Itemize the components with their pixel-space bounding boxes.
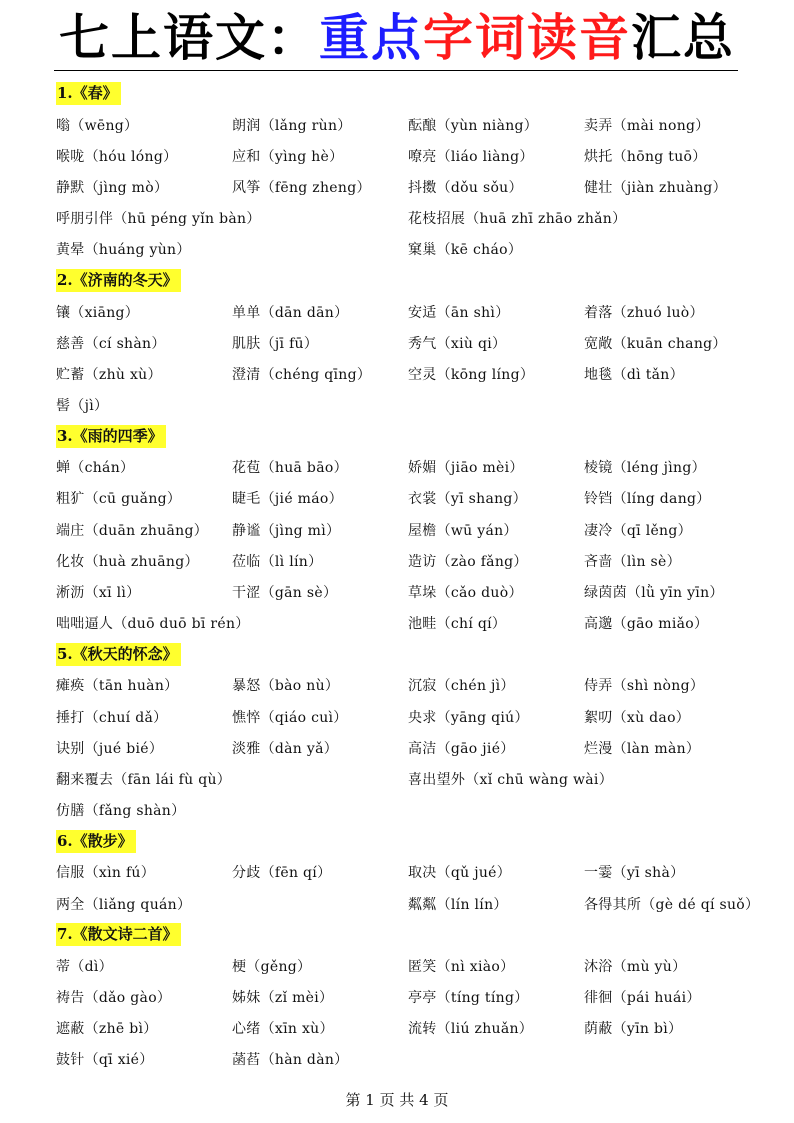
vocab-row <box>56 1013 746 1044</box>
vocab-entry: 绿茵茵（lǜ yīn yīn） <box>584 585 724 602</box>
vocab-entry: 荫蔽（yīn bì） <box>584 1021 683 1038</box>
vocab-entry: 铃铛（líng dang） <box>584 491 711 508</box>
title-divider <box>54 70 738 71</box>
vocab-entry: 吝啬（lìn sè） <box>584 553 681 570</box>
page-title <box>0 6 794 70</box>
vocab-entry: 髻（jì） <box>56 398 109 415</box>
vocab-entry: 草垛（cǎo duò） <box>408 585 523 602</box>
vocab-entry: 黄晕（huáng yùn） <box>56 242 191 259</box>
vocab-entry: 慈善（cí shàn） <box>56 335 166 352</box>
section-title <box>56 78 746 109</box>
section-title-label: 2.《济南的冬天》 <box>56 269 181 292</box>
vocab-row <box>56 1044 746 1075</box>
title-part-2: 重点 <box>319 9 423 67</box>
vocab-entry: 姊妹（zǐ mèi） <box>232 989 334 1006</box>
vocab-entry: 喜出望外（xǐ chū wàng wài） <box>408 771 614 788</box>
vocab-entry: 呼朋引伴（hū péng yǐn bàn） <box>56 211 261 228</box>
section-title <box>56 265 746 296</box>
vocab-entry: 池畦（chí qí） <box>408 616 507 633</box>
vocab-entry: 娇媚（jiāo mèi） <box>408 460 524 477</box>
vocab-entry: 睫毛（jié máo） <box>232 491 343 508</box>
vocab-entry: 诀别（jué bié） <box>56 740 164 757</box>
vocab-entry: 嗡（wēng） <box>56 117 139 134</box>
vocab-entry: 匿笑（nì xiào） <box>408 958 515 975</box>
vocab-entry: 澄清（chéng qīng） <box>232 366 372 383</box>
vocab-entry: 单单（dān dān） <box>232 304 349 321</box>
vocab-entry: 着落（zhuó luò） <box>584 304 704 321</box>
vocab-entry: 咄咄逼人（duō duō bī rén） <box>56 616 250 633</box>
vocab-entry: 卖弄（mài nong） <box>584 117 710 134</box>
vocab-entry: 贮蓄（zhù xù） <box>56 366 162 383</box>
vocab-entry: 酝酿（yùn niàng） <box>408 117 539 134</box>
section-title <box>56 826 746 857</box>
vocab-row <box>56 140 746 171</box>
vocab-entry: 朗润（lǎng rùn） <box>232 117 352 134</box>
vocab-entry: 粼粼（lín lín） <box>408 896 508 913</box>
vocab-entry: 遮蔽（zhē bì） <box>56 1021 158 1038</box>
vocab-entry: 央求（yāng qiú） <box>408 709 529 726</box>
vocab-row <box>56 234 746 265</box>
vocab-entry: 烘托（hōng tuō） <box>584 148 707 165</box>
vocab-entry: 淡雅（dàn yǎ） <box>232 740 339 757</box>
vocab-row <box>56 701 746 732</box>
page-footer: 第 1 页 共 4 页 <box>345 1091 449 1109</box>
vocab-entry: 心绪（xīn xù） <box>232 1021 334 1038</box>
vocab-entry: 一霎（yī shà） <box>584 865 685 882</box>
vocab-entry: 高洁（gāo jié） <box>408 740 515 757</box>
vocab-entry: 仿膳（fǎng shàn） <box>56 803 186 820</box>
title-part-4: 汇总 <box>631 9 735 67</box>
title-part-1: 七上语文： <box>59 9 319 67</box>
vocab-entry: 静默（jìng mò） <box>56 179 169 196</box>
vocab-entry: 肌肤（jī fū） <box>232 335 319 352</box>
vocab-row <box>56 763 746 794</box>
vocab-row <box>56 545 746 576</box>
vocab-row <box>56 795 746 826</box>
vocab-entry: 端庄（duān zhuāng） <box>56 522 209 539</box>
vocab-entry: 莅临（lì lín） <box>232 553 323 570</box>
vocab-row <box>56 296 746 327</box>
vocab-row <box>56 327 746 358</box>
vocab-row <box>56 514 746 545</box>
vocab-entry: 分歧（fēn qí） <box>232 865 332 882</box>
vocab-entry: 喉咙（hóu lóng） <box>56 148 178 165</box>
section-title-label: 7.《散文诗二首》 <box>56 923 181 946</box>
vocab-entry: 健壮（jiàn zhuàng） <box>584 179 727 196</box>
vocab-entry: 憔悴（qiáo cuì） <box>232 709 348 726</box>
vocab-entry: 两全（liǎng quán） <box>56 896 192 913</box>
section-title-label: 1.《春》 <box>56 82 121 105</box>
vocab-row <box>56 950 746 981</box>
vocab-entry: 沐浴（mù yù） <box>584 958 687 975</box>
vocab-entry: 捶打（chuí dǎ） <box>56 709 168 726</box>
vocab-row <box>56 203 746 234</box>
vocab-row <box>56 888 760 919</box>
vocabulary-content <box>56 78 760 1075</box>
vocab-entry: 凄冷（qī lěng） <box>584 522 692 539</box>
vocab-entry: 淅沥（xī lì） <box>56 585 141 602</box>
vocab-entry: 嘹亮（liáo liàng） <box>408 148 534 165</box>
vocab-entry: 应和（yìng hè） <box>232 148 344 165</box>
vocab-entry: 地毯（dì tǎn） <box>584 366 684 383</box>
vocab-entry: 鼓针（qī xié） <box>56 1052 154 1069</box>
vocab-entry: 花苞（huā bāo） <box>232 460 348 477</box>
section-title-label: 6.《散步》 <box>56 830 136 853</box>
vocab-entry: 粗犷（cū guǎng） <box>56 491 182 508</box>
section-title-label: 5.《秋天的怀念》 <box>56 643 181 666</box>
vocab-entry: 暴怒（bào nù） <box>232 678 340 695</box>
vocab-row <box>56 732 746 763</box>
vocab-entry: 风筝（fēng zheng） <box>232 179 371 196</box>
vocab-entry: 各得其所（gè dé qí suǒ） <box>584 896 760 913</box>
vocab-entry: 蝉（chán） <box>56 460 135 477</box>
vocab-entry: 空灵（kōng líng） <box>408 366 535 383</box>
vocab-entry: 棱镜（léng jìng） <box>584 460 706 477</box>
vocab-entry: 花枝招展（huā zhī zhāo zhǎn） <box>408 211 627 228</box>
vocab-row <box>56 483 746 514</box>
vocab-entry: 祷告（dǎo gào） <box>56 989 172 1006</box>
vocab-entry: 衣裳（yī shang） <box>408 491 527 508</box>
vocab-entry: 瘫痪（tān huàn） <box>56 678 179 695</box>
section-title <box>56 639 746 670</box>
vocab-row <box>56 857 746 888</box>
vocab-entry: 梗（gěng） <box>232 958 312 975</box>
vocab-entry: 侍弄（shì nòng） <box>584 678 705 695</box>
vocab-entry: 流转（liú zhuǎn） <box>408 1021 534 1038</box>
vocab-entry: 窠巢（kē cháo） <box>408 242 523 259</box>
vocab-entry: 翻来覆去（fān lái fù qù） <box>56 771 232 788</box>
vocab-row <box>56 576 746 607</box>
vocab-entry: 屋檐（wū yán） <box>408 522 518 539</box>
vocab-row <box>56 358 746 389</box>
vocab-entry: 徘徊（pái huái） <box>584 989 701 1006</box>
vocab-entry: 菡萏（hàn dàn） <box>232 1052 349 1069</box>
section-title <box>56 421 746 452</box>
vocab-entry: 镶（xiāng） <box>56 304 140 321</box>
section-title <box>56 919 746 950</box>
vocab-entry: 高邈（gāo miǎo） <box>584 616 709 633</box>
vocab-entry: 宽敞（kuān chang） <box>584 335 727 352</box>
vocab-entry: 化妆（huà zhuāng） <box>56 553 199 570</box>
vocab-entry: 秀气（xiù qi） <box>408 335 507 352</box>
vocab-entry: 沉寂（chén jì） <box>408 678 515 695</box>
vocab-row <box>56 981 746 1012</box>
vocab-row <box>56 452 746 483</box>
vocab-entry: 安适（ān shì） <box>408 304 510 321</box>
vocab-entry: 造访（zào fǎng） <box>408 553 528 570</box>
vocab-entry: 静谧（jìng mì） <box>232 522 341 539</box>
vocab-entry: 抖擞（dǒu sǒu） <box>408 179 523 196</box>
vocab-entry: 烂漫（làn màn） <box>584 740 701 757</box>
title-part-3: 字词读音 <box>423 9 631 67</box>
section-title-label: 3.《雨的四季》 <box>56 425 166 448</box>
vocab-row <box>56 670 746 701</box>
vocab-row <box>56 608 746 639</box>
vocab-entry: 干涩（gān sè） <box>232 585 338 602</box>
vocab-entry: 絮叨（xù dao） <box>584 709 691 726</box>
vocab-entry: 亭亭（tíng tíng） <box>408 989 529 1006</box>
vocab-entry: 信服（xìn fú） <box>56 865 156 882</box>
vocab-row <box>56 171 746 202</box>
vocab-row <box>56 109 746 140</box>
vocab-entry: 蒂（dì） <box>56 958 113 975</box>
vocab-entry: 取决（qǔ jué） <box>408 865 512 882</box>
vocab-row <box>56 390 746 421</box>
